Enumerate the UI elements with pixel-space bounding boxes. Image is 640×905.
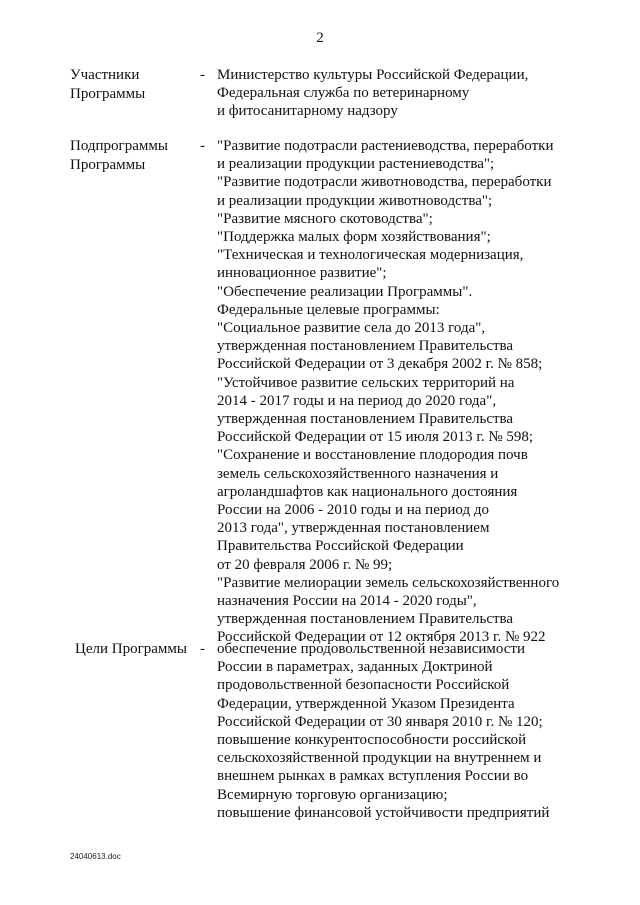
content-line: Российской Федерации от 30 января 2010 г. № 120; <box>217 713 543 730</box>
content-line: и реализации продукции животноводства"; <box>217 192 493 209</box>
content-line: Федеральные целевые программы: <box>217 301 440 318</box>
label-line: Программы <box>70 157 146 173</box>
content-line: Российской Федерации от 3 декабря 2002 г. № 858; <box>217 356 543 373</box>
content-line: утвержденная постановлением Правительства <box>217 611 514 628</box>
content-line: "Сохранение и восстановление плодородия почв <box>217 447 528 464</box>
content-line: продовольственной безопасности Российской <box>217 677 510 694</box>
content-line: сельскохозяйственной продукции на внутреннем и <box>217 750 542 767</box>
content-line: Федеральная служба по ветеринарному <box>217 85 470 102</box>
label-line: Программы <box>70 86 146 102</box>
content-line: Российской Федерации от 15 июля 2013 г. № 598; <box>217 429 534 446</box>
content-line: земель сельскохозяйственного назначения и <box>217 465 499 482</box>
content-line: и реализации продукции растениеводства"; <box>217 156 495 173</box>
content-line: от 20 февраля 2006 г. № 99; <box>217 556 393 573</box>
label-line: Подпрограммы <box>70 138 168 154</box>
content-line: России на 2006 - 2010 годы и на период до <box>217 502 489 519</box>
content-line: агроландшафтов как национального достояния <box>217 483 518 500</box>
section-content <box>217 66 597 121</box>
content-line: Российской Федерации от 12 октября 2013 г. № 922 <box>217 629 546 646</box>
content-line: Министерство культуры Российской Федерации, <box>217 67 529 83</box>
content-line: "Поддержка малых форм хозяйствования"; <box>217 229 491 246</box>
content-line: утвержденная постановлением Правительства <box>217 411 514 428</box>
content-line: Всемирную торговую организацию; <box>217 786 448 803</box>
content-line: "Обеспечение реализации Программы". <box>217 283 473 300</box>
content-line: "Развитие подотрасли растениеводства, переработки <box>217 138 554 154</box>
content-line: Правительства Российской Федерации <box>217 538 464 555</box>
content-line: обеспечение продовольственной независимости <box>217 641 525 657</box>
content-line: назначения России на 2014 - 2020 годы", <box>217 593 477 610</box>
section-dash: - <box>200 67 205 83</box>
content-line: инновационное развитие"; <box>217 265 387 282</box>
content-line: "Развитие подотрасли животноводства, переработки <box>217 174 552 191</box>
section-label <box>70 137 200 175</box>
label-line: Участники <box>70 67 140 83</box>
content-line: 2013 года", утвержденная постановлением <box>217 520 490 537</box>
section-content <box>217 137 597 647</box>
content-line: "Техническая и технологическая модернизация, <box>217 247 524 264</box>
content-line: повышение конкурентоспособности российской <box>217 732 527 749</box>
section-label <box>75 640 205 659</box>
page-number: 2 <box>316 30 324 46</box>
content-line: "Развитие мясного скотоводства"; <box>217 210 433 227</box>
content-line: 2014 - 2017 годы и на период до 2020 года", <box>217 392 497 409</box>
file-name-footer: 24040613.doc <box>70 852 121 861</box>
content-line: внешнем рынках в рамках вступления России во <box>217 768 529 785</box>
section-dash: - <box>200 138 205 154</box>
content-line: "Развитие мелиорации земель сельскохозяйственного <box>217 574 560 591</box>
content-line: "Устойчивое развитие сельских территорий на <box>217 374 515 391</box>
content-line: России в параметрах, заданных Доктриной <box>217 659 493 676</box>
label-line: Цели Программы <box>75 641 187 657</box>
section-label <box>70 66 200 104</box>
content-line: Федерации, утвержденной Указом Президента <box>217 695 515 712</box>
content-line: утвержденная постановлением Правительства <box>217 338 514 355</box>
content-line: повышение финансовой устойчивости предприятий <box>217 804 550 821</box>
section-content <box>217 640 597 822</box>
content-line: и фитосанитарному надзору <box>217 103 398 120</box>
section-dash: - <box>200 641 205 657</box>
content-line: "Социальное развитие села до 2013 года", <box>217 320 486 337</box>
